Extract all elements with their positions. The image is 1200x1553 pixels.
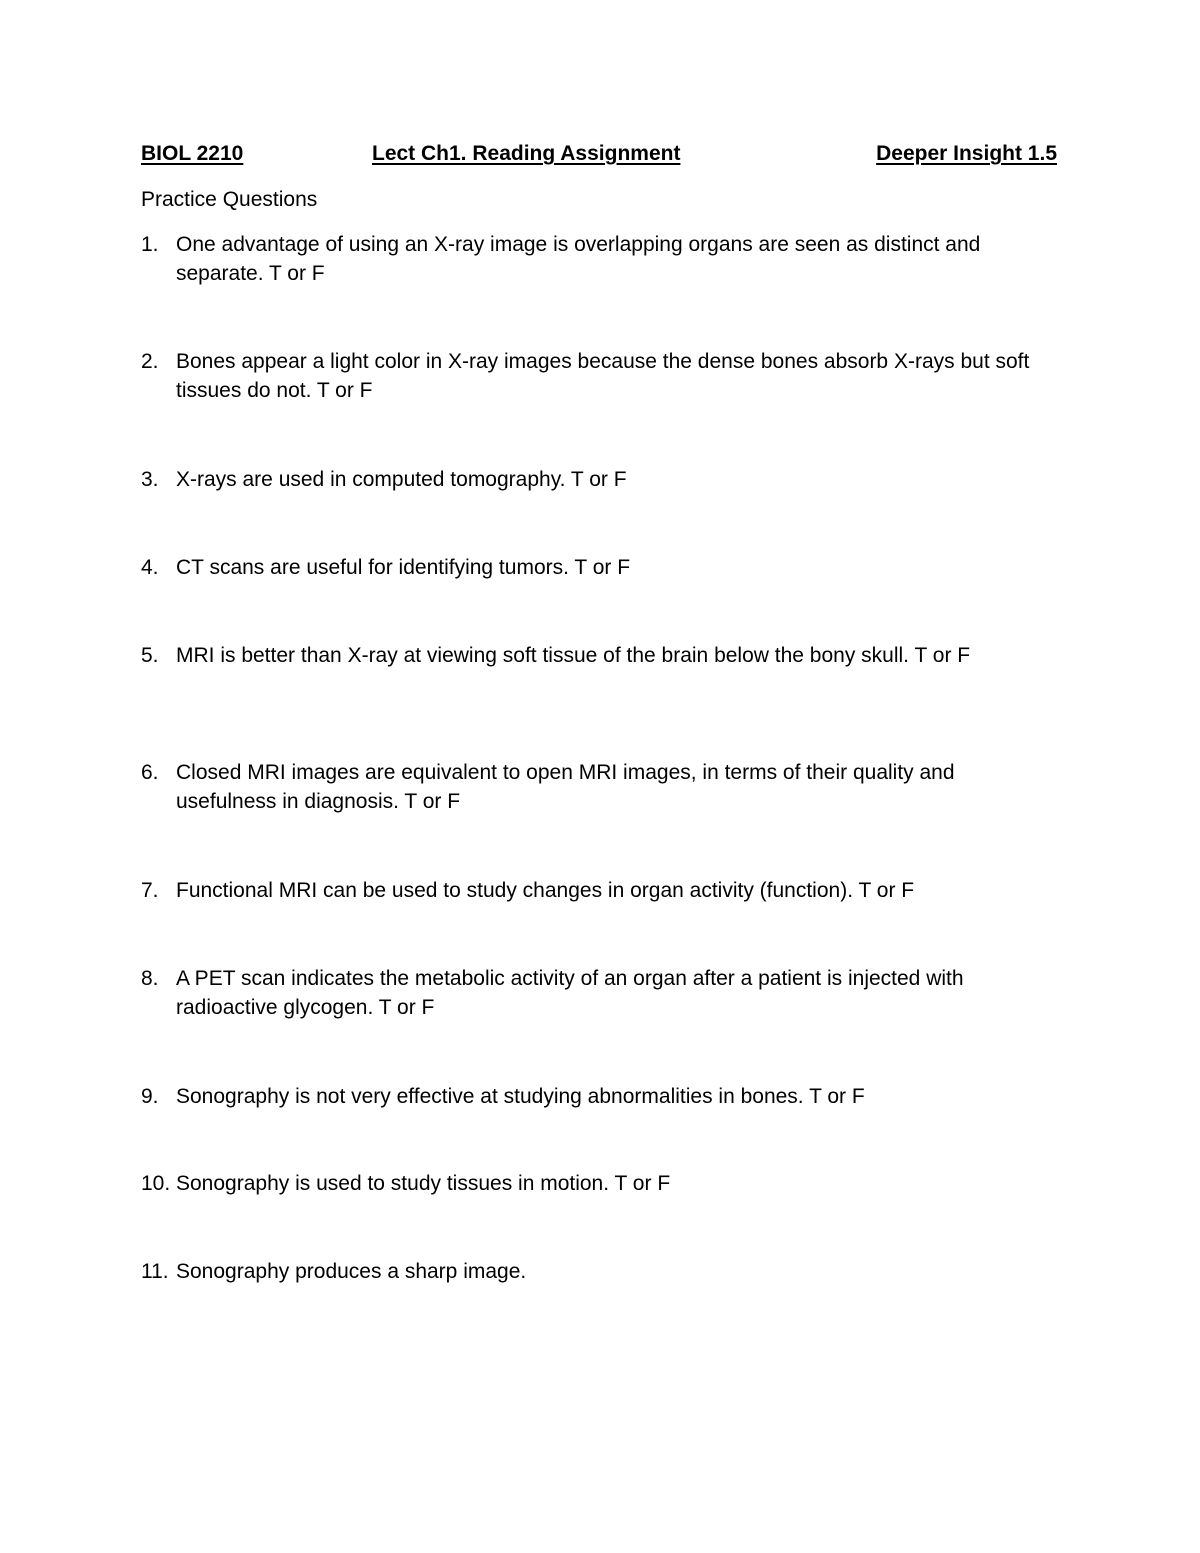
- question-item: [141, 1257, 1061, 1286]
- question-item: [141, 964, 1061, 1022]
- question-item: [141, 347, 1061, 405]
- question-number: 4.: [141, 556, 159, 579]
- question-text: CT scans are useful for identifying tumors. T or F: [176, 556, 631, 579]
- question-number: 8.: [141, 967, 159, 990]
- question-text: X-rays are used in computed tomography. T or F: [176, 468, 627, 491]
- question-number: 5.: [141, 644, 159, 667]
- question-item: [141, 553, 1061, 582]
- question-item: [141, 1169, 1061, 1198]
- question-item: [141, 641, 1061, 670]
- question-number: 10.: [141, 1172, 171, 1195]
- question-text: A PET scan indicates the metabolic activity of an organ after a patient is injected with radioactive glycogen. T or F: [176, 967, 964, 1019]
- question-number: 3.: [141, 468, 159, 491]
- question-text: Closed MRI images are equivalent to open MRI images, in terms of their quality and usefulness in diagnosis. T or F: [176, 761, 955, 813]
- question-text: Bones appear a light color in X-ray images because the dense bones absorb X-rays but soft tissues do not. T or F: [176, 350, 1030, 402]
- assignment-title: Lect Ch1. Reading Assignment: [372, 142, 681, 165]
- question-number: 7.: [141, 879, 159, 902]
- question-item: [141, 230, 1061, 288]
- question-number: 11.: [141, 1260, 169, 1283]
- question-text: Sonography produces a sharp image.: [176, 1260, 527, 1283]
- page-subtitle: Practice Questions: [141, 188, 318, 211]
- question-item: [141, 876, 1061, 905]
- question-item: [141, 758, 1061, 816]
- question-number: 9.: [141, 1085, 159, 1108]
- question-text: Functional MRI can be used to study changes in organ activity (function). T or F: [176, 879, 915, 902]
- section-title: Deeper Insight 1.5: [876, 142, 1057, 165]
- question-text: Sonography is not very effective at studying abnormalities in bones. T or F: [176, 1085, 865, 1108]
- question-number: 2.: [141, 350, 159, 373]
- course-code: BIOL 2210: [141, 142, 244, 165]
- question-text: MRI is better than X-ray at viewing soft tissue of the brain below the bony skull. T or F: [176, 644, 971, 667]
- question-number: 6.: [141, 761, 159, 784]
- question-text: One advantage of using an X-ray image is overlapping organs are seen as distinct and separate. T or F: [176, 233, 981, 285]
- question-item: [141, 1082, 1061, 1111]
- question-number: 1.: [141, 233, 159, 256]
- question-item: [141, 465, 1061, 494]
- document-header: [141, 142, 1057, 172]
- question-text: Sonography is used to study tissues in motion. T or F: [176, 1172, 671, 1195]
